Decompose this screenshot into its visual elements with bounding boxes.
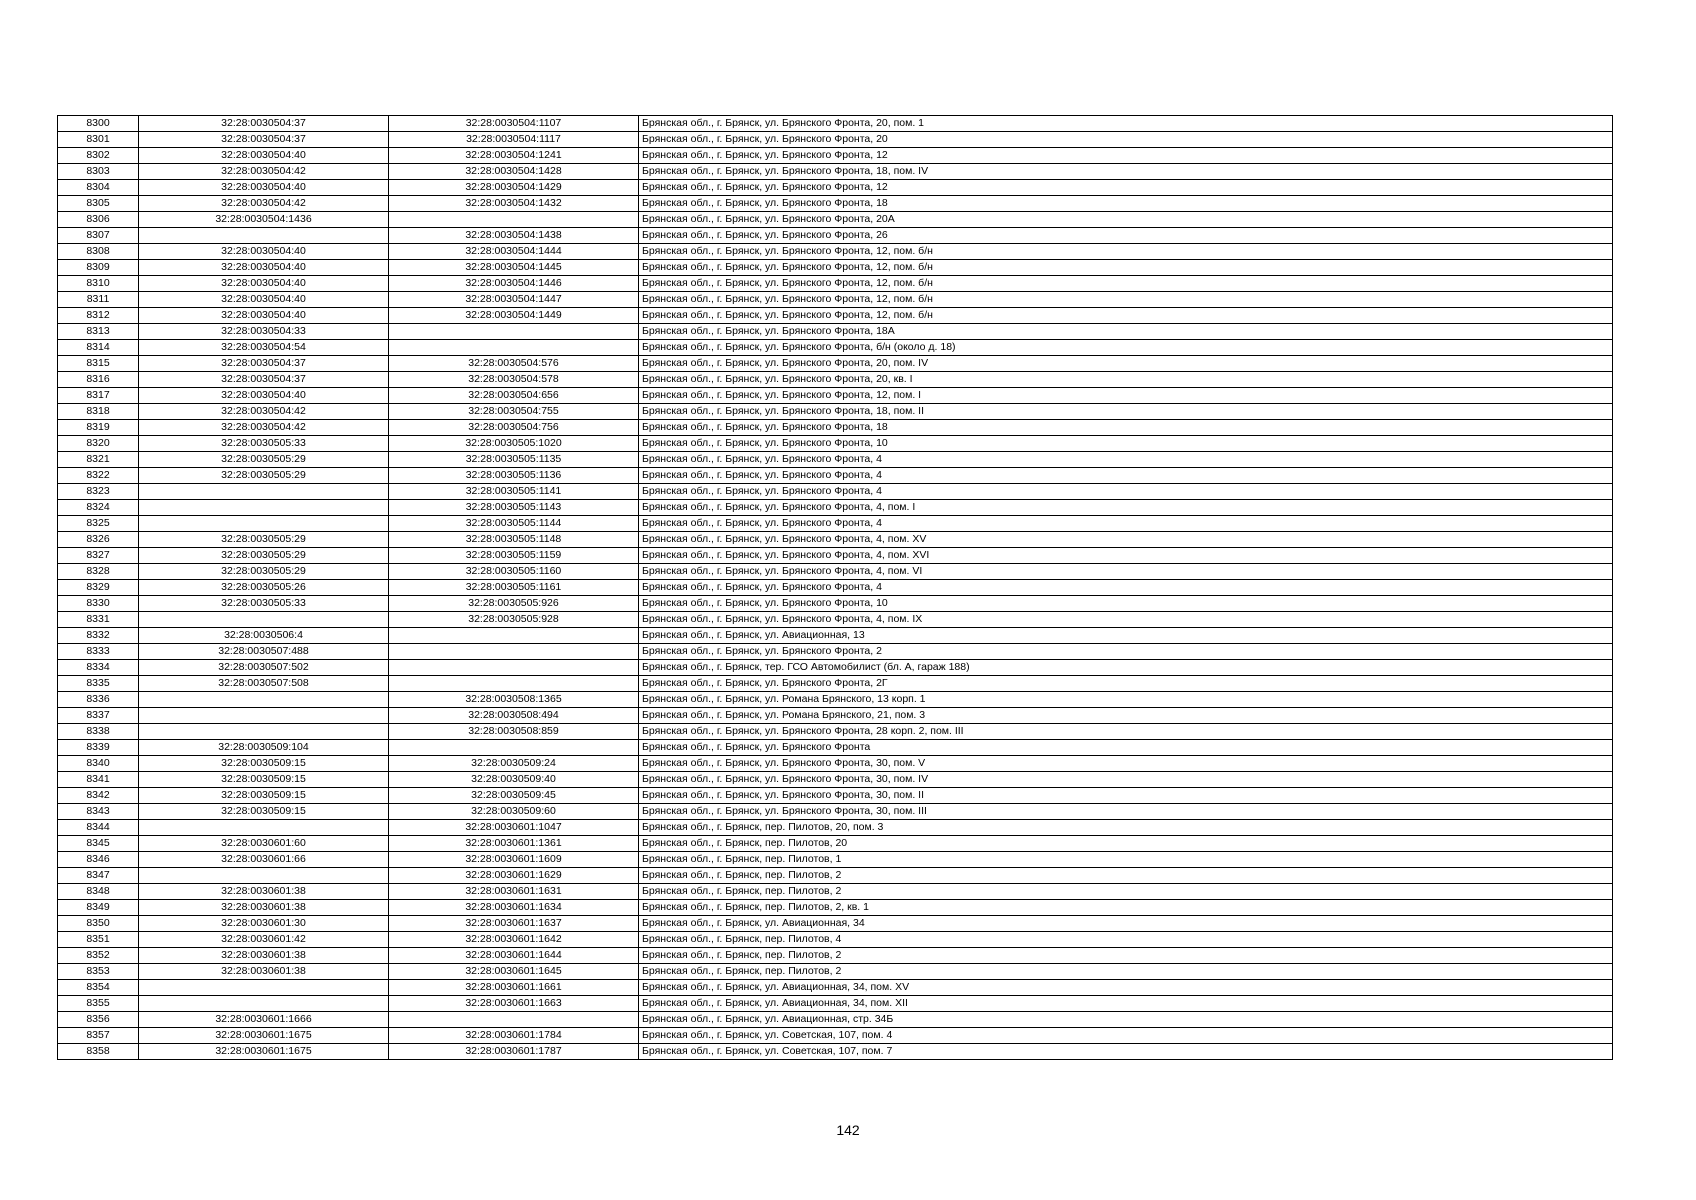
row-number-cell: 8316 — [58, 372, 139, 388]
object-number-cell: 32:28:0030601:1644 — [389, 948, 639, 964]
address-cell: Брянская обл., г. Брянск, ул. Авиационная, 34 — [639, 916, 1613, 932]
land-plot-number-cell: 32:28:0030601:60 — [139, 836, 389, 852]
address-cell: Брянская обл., г. Брянск, ул. Брянского Фронта, 10 — [639, 596, 1613, 612]
row-number-cell: 8328 — [58, 564, 139, 580]
row-number-cell: 8315 — [58, 356, 139, 372]
land-plot-number-cell: 32:28:0030504:40 — [139, 260, 389, 276]
row-number-cell: 8358 — [58, 1044, 139, 1060]
address-cell: Брянская обл., г. Брянск, ул. Авиационная, стр. 34Б — [639, 1012, 1613, 1028]
address-cell: Брянская обл., г. Брянск, ул. Брянского Фронта, 4, пом. XVI — [639, 548, 1613, 564]
object-number-cell: 32:28:0030504:1445 — [389, 260, 639, 276]
row-number-cell: 8324 — [58, 500, 139, 516]
address-cell: Брянская обл., г. Брянск, ул. Брянского Фронта, 28 корп. 2, пом. III — [639, 724, 1613, 740]
table-row — [58, 612, 1613, 628]
address-cell: Брянская обл., г. Брянск, ул. Брянского Фронта, 30, пом. III — [639, 804, 1613, 820]
page-number: 142 — [836, 1122, 860, 1138]
row-number-cell: 8339 — [58, 740, 139, 756]
table-row — [58, 180, 1613, 196]
land-plot-number-cell: 32:28:0030505:26 — [139, 580, 389, 596]
row-number-cell: 8343 — [58, 804, 139, 820]
row-number-cell: 8355 — [58, 996, 139, 1012]
address-cell: Брянская обл., г. Брянск, пер. Пилотов, 2 — [639, 948, 1613, 964]
row-number-cell: 8312 — [58, 308, 139, 324]
object-number-cell: 32:28:0030509:40 — [389, 772, 639, 788]
address-cell: Брянская обл., г. Брянск, ул. Брянского Фронта, 20А — [639, 212, 1613, 228]
row-number-cell: 8300 — [58, 116, 139, 132]
object-number-cell: 32:28:0030504:1117 — [389, 132, 639, 148]
address-cell: Брянская обл., г. Брянск, ул. Брянского Фронта, 20 — [639, 132, 1613, 148]
object-number-cell — [389, 212, 639, 228]
row-number-cell: 8306 — [58, 212, 139, 228]
row-number-cell: 8330 — [58, 596, 139, 612]
object-number-cell: 32:28:0030505:928 — [389, 612, 639, 628]
land-plot-number-cell: 32:28:0030507:502 — [139, 660, 389, 676]
row-number-cell: 8338 — [58, 724, 139, 740]
object-number-cell: 32:28:0030505:1143 — [389, 500, 639, 516]
object-number-cell: 32:28:0030504:1241 — [389, 148, 639, 164]
land-plot-number-cell: 32:28:0030504:37 — [139, 132, 389, 148]
object-number-cell: 32:28:0030509:45 — [389, 788, 639, 804]
row-number-cell: 8356 — [58, 1012, 139, 1028]
table-row — [58, 228, 1613, 244]
table-row — [58, 564, 1613, 580]
table-row — [58, 484, 1613, 500]
land-plot-number-cell: 32:28:0030504:40 — [139, 388, 389, 404]
row-number-cell: 8305 — [58, 196, 139, 212]
land-plot-number-cell — [139, 868, 389, 884]
land-plot-number-cell: 32:28:0030504:33 — [139, 324, 389, 340]
land-plot-number-cell — [139, 228, 389, 244]
table-row — [58, 772, 1613, 788]
land-plot-number-cell: 32:28:0030506:4 — [139, 628, 389, 644]
object-number-cell — [389, 660, 639, 676]
address-cell: Брянская обл., г. Брянск, ул. Брянского Фронта, 2 — [639, 644, 1613, 660]
row-number-cell: 8313 — [58, 324, 139, 340]
table-row — [58, 164, 1613, 180]
row-number-cell: 8337 — [58, 708, 139, 724]
registry-table — [57, 115, 1613, 1060]
land-plot-number-cell: 32:28:0030504:40 — [139, 244, 389, 260]
table-row — [58, 756, 1613, 772]
object-number-cell: 32:28:0030505:1141 — [389, 484, 639, 500]
table-row — [58, 420, 1613, 436]
table-row — [58, 340, 1613, 356]
address-cell: Брянская обл., г. Брянск, ул. Брянского Фронта, 12, пом. б/н — [639, 260, 1613, 276]
row-number-cell: 8311 — [58, 292, 139, 308]
row-number-cell: 8321 — [58, 452, 139, 468]
table-row — [58, 468, 1613, 484]
table-row — [58, 676, 1613, 692]
address-cell: Брянская обл., г. Брянск, ул. Брянского Фронта, 4, пом. VI — [639, 564, 1613, 580]
table-row — [58, 852, 1613, 868]
row-number-cell: 8308 — [58, 244, 139, 260]
row-number-cell: 8303 — [58, 164, 139, 180]
land-plot-number-cell: 32:28:0030601:66 — [139, 852, 389, 868]
row-number-cell: 8329 — [58, 580, 139, 596]
address-cell: Брянская обл., г. Брянск, ул. Брянского Фронта, б/н (около д. 18) — [639, 340, 1613, 356]
table-row — [58, 820, 1613, 836]
registry-table-body — [58, 116, 1613, 1060]
address-cell: Брянская обл., г. Брянск, ул. Брянского Фронта, 12 — [639, 148, 1613, 164]
table-row — [58, 548, 1613, 564]
object-number-cell: 32:28:0030504:1107 — [389, 116, 639, 132]
address-cell: Брянская обл., г. Брянск, ул. Романа Брянского, 21, пом. 3 — [639, 708, 1613, 724]
row-number-cell: 8347 — [58, 868, 139, 884]
row-number-cell: 8310 — [58, 276, 139, 292]
row-number-cell: 8333 — [58, 644, 139, 660]
land-plot-number-cell: 32:28:0030505:29 — [139, 548, 389, 564]
land-plot-number-cell — [139, 820, 389, 836]
land-plot-number-cell: 32:28:0030509:15 — [139, 772, 389, 788]
table-row — [58, 900, 1613, 916]
row-number-cell: 8334 — [58, 660, 139, 676]
address-cell: Брянская обл., г. Брянск, ул. Авиационная, 34, пом. XV — [639, 980, 1613, 996]
address-cell: Брянская обл., г. Брянск, ул. Брянского Фронта, 4, пом. I — [639, 500, 1613, 516]
object-number-cell — [389, 324, 639, 340]
object-number-cell: 32:28:0030504:578 — [389, 372, 639, 388]
row-number-cell: 8353 — [58, 964, 139, 980]
land-plot-number-cell: 32:28:0030504:40 — [139, 308, 389, 324]
row-number-cell: 8336 — [58, 692, 139, 708]
address-cell: Брянская обл., г. Брянск, ул. Брянского Фронта, 30, пом. V — [639, 756, 1613, 772]
object-number-cell: 32:28:0030505:926 — [389, 596, 639, 612]
table-row — [58, 532, 1613, 548]
address-cell: Брянская обл., г. Брянск, ул. Авиационная, 13 — [639, 628, 1613, 644]
row-number-cell: 8309 — [58, 260, 139, 276]
table-row — [58, 260, 1613, 276]
row-number-cell: 8348 — [58, 884, 139, 900]
table-row — [58, 388, 1613, 404]
object-number-cell: 32:28:0030601:1631 — [389, 884, 639, 900]
table-row — [58, 964, 1613, 980]
object-number-cell: 32:28:0030601:1787 — [389, 1044, 639, 1060]
object-number-cell: 32:28:0030504:1444 — [389, 244, 639, 260]
table-row — [58, 372, 1613, 388]
land-plot-number-cell: 32:28:0030601:1666 — [139, 1012, 389, 1028]
land-plot-number-cell — [139, 516, 389, 532]
table-row — [58, 660, 1613, 676]
address-cell: Брянская обл., г. Брянск, пер. Пилотов, 2 — [639, 964, 1613, 980]
land-plot-number-cell — [139, 484, 389, 500]
table-row — [58, 308, 1613, 324]
object-number-cell: 32:28:0030601:1661 — [389, 980, 639, 996]
address-cell: Брянская обл., г. Брянск, пер. Пилотов, 1 — [639, 852, 1613, 868]
object-number-cell: 32:28:0030505:1020 — [389, 436, 639, 452]
address-cell: Брянская обл., г. Брянск, пер. Пилотов, 20, пом. 3 — [639, 820, 1613, 836]
address-cell: Брянская обл., г. Брянск, ул. Брянского Фронта, 18 — [639, 196, 1613, 212]
object-number-cell: 32:28:0030504:1428 — [389, 164, 639, 180]
object-number-cell: 32:28:0030504:755 — [389, 404, 639, 420]
address-cell: Брянская обл., г. Брянск, ул. Брянского Фронта, 18А — [639, 324, 1613, 340]
row-number-cell: 8318 — [58, 404, 139, 420]
table-row — [58, 212, 1613, 228]
land-plot-number-cell: 32:28:0030601:38 — [139, 884, 389, 900]
table-row — [58, 916, 1613, 932]
address-cell: Брянская обл., г. Брянск, ул. Брянского Фронта, 4 — [639, 516, 1613, 532]
address-cell: Брянская обл., г. Брянск, ул. Брянского Фронта, 20, пом. 1 — [639, 116, 1613, 132]
object-number-cell — [389, 628, 639, 644]
address-cell: Брянская обл., г. Брянск, ул. Брянского Фронта, 4, пом. IX — [639, 612, 1613, 628]
row-number-cell: 8352 — [58, 948, 139, 964]
table-row — [58, 196, 1613, 212]
address-cell: Брянская обл., г. Брянск, пер. Пилотов, 2 — [639, 868, 1613, 884]
table-row — [58, 628, 1613, 644]
object-number-cell: 32:28:0030504:1438 — [389, 228, 639, 244]
address-cell: Брянская обл., г. Брянск, ул. Брянского Фронта, 4, пом. XV — [639, 532, 1613, 548]
address-cell: Брянская обл., г. Брянск, тер. ГСО Автомобилист (бл. А, гараж 188) — [639, 660, 1613, 676]
table-row — [58, 132, 1613, 148]
object-number-cell: 32:28:0030505:1136 — [389, 468, 639, 484]
row-number-cell: 8326 — [58, 532, 139, 548]
land-plot-number-cell: 32:28:0030504:40 — [139, 148, 389, 164]
table-row — [58, 836, 1613, 852]
land-plot-number-cell: 32:28:0030601:1675 — [139, 1028, 389, 1044]
address-cell: Брянская обл., г. Брянск, ул. Романа Брянского, 13 корп. 1 — [639, 692, 1613, 708]
object-number-cell: 32:28:0030601:1645 — [389, 964, 639, 980]
table-row — [58, 932, 1613, 948]
object-number-cell: 32:28:0030508:1365 — [389, 692, 639, 708]
land-plot-number-cell: 32:28:0030504:37 — [139, 116, 389, 132]
address-cell: Брянская обл., г. Брянск, ул. Брянского Фронта, 20, кв. I — [639, 372, 1613, 388]
row-number-cell: 8340 — [58, 756, 139, 772]
object-number-cell: 32:28:0030504:1432 — [389, 196, 639, 212]
table-row — [58, 452, 1613, 468]
table-row — [58, 724, 1613, 740]
table-row — [58, 980, 1613, 996]
land-plot-number-cell: 32:28:0030505:29 — [139, 564, 389, 580]
row-number-cell: 8302 — [58, 148, 139, 164]
row-number-cell: 8322 — [58, 468, 139, 484]
row-number-cell: 8344 — [58, 820, 139, 836]
land-plot-number-cell: 32:28:0030507:508 — [139, 676, 389, 692]
row-number-cell: 8304 — [58, 180, 139, 196]
row-number-cell: 8346 — [58, 852, 139, 868]
address-cell: Брянская обл., г. Брянск, пер. Пилотов, 2, кв. 1 — [639, 900, 1613, 916]
table-row — [58, 356, 1613, 372]
object-number-cell: 32:28:0030601:1609 — [389, 852, 639, 868]
row-number-cell: 8314 — [58, 340, 139, 356]
land-plot-number-cell — [139, 612, 389, 628]
object-number-cell: 32:28:0030508:494 — [389, 708, 639, 724]
object-number-cell: 32:28:0030601:1361 — [389, 836, 639, 852]
row-number-cell: 8319 — [58, 420, 139, 436]
row-number-cell: 8323 — [58, 484, 139, 500]
land-plot-number-cell: 32:28:0030509:15 — [139, 756, 389, 772]
address-cell: Брянская обл., г. Брянск, ул. Брянского Фронта, 12, пом. I — [639, 388, 1613, 404]
object-number-cell: 32:28:0030504:756 — [389, 420, 639, 436]
land-plot-number-cell: 32:28:0030504:37 — [139, 372, 389, 388]
row-number-cell: 8342 — [58, 788, 139, 804]
table-row — [58, 996, 1613, 1012]
address-cell: Брянская обл., г. Брянск, ул. Брянского Фронта, 26 — [639, 228, 1613, 244]
address-cell: Брянская обл., г. Брянск, ул. Брянского Фронта, 18, пом. II — [639, 404, 1613, 420]
row-number-cell: 8320 — [58, 436, 139, 452]
address-cell: Брянская обл., г. Брянск, ул. Советская, 107, пом. 4 — [639, 1028, 1613, 1044]
object-number-cell: 32:28:0030505:1148 — [389, 532, 639, 548]
object-number-cell: 32:28:0030504:1429 — [389, 180, 639, 196]
land-plot-number-cell: 32:28:0030504:42 — [139, 404, 389, 420]
land-plot-number-cell: 32:28:0030504:42 — [139, 196, 389, 212]
table-row — [58, 116, 1613, 132]
table-row — [58, 580, 1613, 596]
table-row — [58, 1028, 1613, 1044]
address-cell: Брянская обл., г. Брянск, пер. Пилотов, 2 — [639, 884, 1613, 900]
land-plot-number-cell — [139, 724, 389, 740]
object-number-cell: 32:28:0030505:1160 — [389, 564, 639, 580]
object-number-cell: 32:28:0030504:1446 — [389, 276, 639, 292]
land-plot-number-cell: 32:28:0030505:29 — [139, 468, 389, 484]
object-number-cell: 32:28:0030509:24 — [389, 756, 639, 772]
table-row — [58, 804, 1613, 820]
land-plot-number-cell — [139, 692, 389, 708]
table-row — [58, 244, 1613, 260]
land-plot-number-cell: 32:28:0030601:1675 — [139, 1044, 389, 1060]
object-number-cell: 32:28:0030601:1637 — [389, 916, 639, 932]
land-plot-number-cell: 32:28:0030504:42 — [139, 420, 389, 436]
address-cell: Брянская обл., г. Брянск, ул. Брянского Фронта, 18 — [639, 420, 1613, 436]
land-plot-number-cell: 32:28:0030509:104 — [139, 740, 389, 756]
row-number-cell: 8331 — [58, 612, 139, 628]
land-plot-number-cell: 32:28:0030504:37 — [139, 356, 389, 372]
address-cell: Брянская обл., г. Брянск, ул. Брянского Фронта, 30, пом. IV — [639, 772, 1613, 788]
address-cell: Брянская обл., г. Брянск, ул. Брянского Фронта, 4 — [639, 452, 1613, 468]
row-number-cell: 8317 — [58, 388, 139, 404]
land-plot-number-cell: 32:28:0030601:42 — [139, 932, 389, 948]
table-row — [58, 436, 1613, 452]
address-cell: Брянская обл., г. Брянск, ул. Брянского Фронта, 12, пом. б/н — [639, 292, 1613, 308]
row-number-cell: 8354 — [58, 980, 139, 996]
table-row — [58, 788, 1613, 804]
object-number-cell: 32:28:0030505:1159 — [389, 548, 639, 564]
table-row — [58, 644, 1613, 660]
land-plot-number-cell: 32:28:0030509:15 — [139, 804, 389, 820]
land-plot-number-cell: 32:28:0030509:15 — [139, 788, 389, 804]
address-cell: Брянская обл., г. Брянск, пер. Пилотов, 4 — [639, 932, 1613, 948]
address-cell: Брянская обл., г. Брянск, ул. Брянского Фронта, 30, пом. II — [639, 788, 1613, 804]
land-plot-number-cell — [139, 500, 389, 516]
object-number-cell — [389, 1012, 639, 1028]
object-number-cell: 32:28:0030601:1784 — [389, 1028, 639, 1044]
row-number-cell: 8301 — [58, 132, 139, 148]
object-number-cell: 32:28:0030504:1449 — [389, 308, 639, 324]
land-plot-number-cell: 32:28:0030504:40 — [139, 180, 389, 196]
address-cell: Брянская обл., г. Брянск, ул. Брянского Фронта, 4 — [639, 580, 1613, 596]
land-plot-number-cell: 32:28:0030505:29 — [139, 532, 389, 548]
object-number-cell: 32:28:0030505:1135 — [389, 452, 639, 468]
table-row — [58, 868, 1613, 884]
object-number-cell: 32:28:0030504:1447 — [389, 292, 639, 308]
object-number-cell: 32:28:0030505:1144 — [389, 516, 639, 532]
land-plot-number-cell: 32:28:0030601:38 — [139, 900, 389, 916]
row-number-cell: 8327 — [58, 548, 139, 564]
address-cell: Брянская обл., г. Брянск, ул. Брянского Фронта, 20, пом. IV — [639, 356, 1613, 372]
table-row — [58, 1044, 1613, 1060]
object-number-cell: 32:28:0030505:1161 — [389, 580, 639, 596]
address-cell: Брянская обл., г. Брянск, ул. Брянского Фронта, 12 — [639, 180, 1613, 196]
row-number-cell: 8351 — [58, 932, 139, 948]
address-cell: Брянская обл., г. Брянск, ул. Брянского Фронта, 12, пом. б/н — [639, 244, 1613, 260]
land-plot-number-cell: 32:28:0030504:40 — [139, 276, 389, 292]
object-number-cell: 32:28:0030601:1047 — [389, 820, 639, 836]
address-cell: Брянская обл., г. Брянск, ул. Брянского Фронта, 18, пом. IV — [639, 164, 1613, 180]
table-row — [58, 324, 1613, 340]
row-number-cell: 8357 — [58, 1028, 139, 1044]
object-number-cell — [389, 644, 639, 660]
object-number-cell — [389, 740, 639, 756]
address-cell: Брянская обл., г. Брянск, ул. Брянского Фронта, 4 — [639, 484, 1613, 500]
object-number-cell: 32:28:0030601:1634 — [389, 900, 639, 916]
land-plot-number-cell — [139, 980, 389, 996]
object-number-cell: 32:28:0030504:576 — [389, 356, 639, 372]
row-number-cell: 8349 — [58, 900, 139, 916]
row-number-cell: 8335 — [58, 676, 139, 692]
object-number-cell — [389, 340, 639, 356]
land-plot-number-cell: 32:28:0030505:33 — [139, 436, 389, 452]
object-number-cell — [389, 676, 639, 692]
table-row — [58, 500, 1613, 516]
table-row — [58, 148, 1613, 164]
table-row — [58, 404, 1613, 420]
land-plot-number-cell: 32:28:0030601:30 — [139, 916, 389, 932]
table-row — [58, 292, 1613, 308]
object-number-cell: 32:28:0030601:1629 — [389, 868, 639, 884]
table-row — [58, 1012, 1613, 1028]
table-row — [58, 884, 1613, 900]
table-row — [58, 516, 1613, 532]
land-plot-number-cell: 32:28:0030505:33 — [139, 596, 389, 612]
object-number-cell: 32:28:0030504:656 — [389, 388, 639, 404]
address-cell: Брянская обл., г. Брянск, ул. Брянского Фронта, 2Г — [639, 676, 1613, 692]
address-cell: Брянская обл., г. Брянск, ул. Авиационная, 34, пом. XII — [639, 996, 1613, 1012]
land-plot-number-cell — [139, 996, 389, 1012]
row-number-cell: 8325 — [58, 516, 139, 532]
table-row — [58, 596, 1613, 612]
address-cell: Брянская обл., г. Брянск, ул. Брянского Фронта, 4 — [639, 468, 1613, 484]
land-plot-number-cell — [139, 708, 389, 724]
land-plot-number-cell: 32:28:0030504:40 — [139, 292, 389, 308]
land-plot-number-cell: 32:28:0030507:488 — [139, 644, 389, 660]
row-number-cell: 8332 — [58, 628, 139, 644]
land-plot-number-cell: 32:28:0030601:38 — [139, 964, 389, 980]
land-plot-number-cell: 32:28:0030601:38 — [139, 948, 389, 964]
land-plot-number-cell: 32:28:0030504:54 — [139, 340, 389, 356]
table-row — [58, 948, 1613, 964]
land-plot-number-cell: 32:28:0030504:1436 — [139, 212, 389, 228]
table-row — [58, 708, 1613, 724]
table-row — [58, 692, 1613, 708]
address-cell: Брянская обл., г. Брянск, ул. Советская, 107, пом. 7 — [639, 1044, 1613, 1060]
address-cell: Брянская обл., г. Брянск, ул. Брянского Фронта, 12, пом. б/н — [639, 308, 1613, 324]
land-plot-number-cell: 32:28:0030505:29 — [139, 452, 389, 468]
table-row — [58, 740, 1613, 756]
object-number-cell: 32:28:0030601:1663 — [389, 996, 639, 1012]
row-number-cell: 8345 — [58, 836, 139, 852]
address-cell: Брянская обл., г. Брянск, ул. Брянского Фронта — [639, 740, 1613, 756]
land-plot-number-cell: 32:28:0030504:42 — [139, 164, 389, 180]
object-number-cell: 32:28:0030601:1642 — [389, 932, 639, 948]
object-number-cell: 32:28:0030509:60 — [389, 804, 639, 820]
row-number-cell: 8350 — [58, 916, 139, 932]
address-cell: Брянская обл., г. Брянск, пер. Пилотов, 20 — [639, 836, 1613, 852]
table-row — [58, 276, 1613, 292]
row-number-cell: 8307 — [58, 228, 139, 244]
address-cell: Брянская обл., г. Брянск, ул. Брянского Фронта, 12, пом. б/н — [639, 276, 1613, 292]
object-number-cell: 32:28:0030508:859 — [389, 724, 639, 740]
row-number-cell: 8341 — [58, 772, 139, 788]
address-cell: Брянская обл., г. Брянск, ул. Брянского Фронта, 10 — [639, 436, 1613, 452]
